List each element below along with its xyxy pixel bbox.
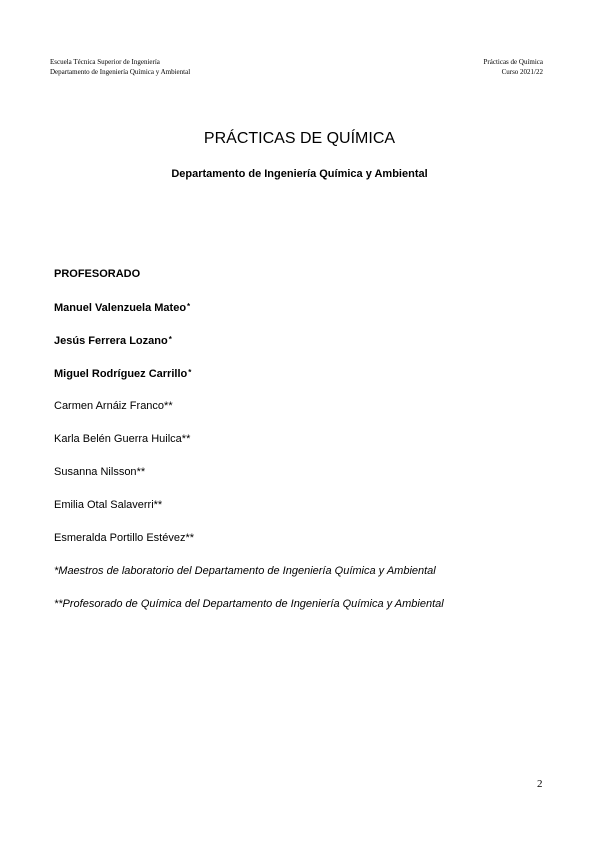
staff-marker: * — [187, 302, 191, 311]
staff-member — [54, 431, 554, 447]
staff-member — [54, 497, 554, 513]
staff-marker: ** — [136, 466, 146, 478]
staff-name: Karla Belén Guerra Huilca — [54, 433, 182, 445]
header-course-year: Curso 2021/22 — [501, 68, 543, 76]
header-course-title: Prácticas de Química — [483, 58, 543, 66]
staff-name: Esmeralda Portillo Estévez — [54, 532, 186, 544]
section-heading: PROFESORADO — [54, 268, 141, 280]
staff-name: Emilia Otal Salaverri — [54, 499, 154, 511]
staff-name: Carmen Arnáiz Franco — [54, 400, 165, 412]
staff-name: Miguel Rodríguez Carrillo — [54, 368, 188, 380]
staff-marker: ** — [153, 499, 163, 511]
staff-marker: ** — [185, 532, 195, 544]
staff-member — [54, 464, 554, 480]
document-subtitle: Departamento de Ingeniería Química y Ambiental — [171, 168, 428, 180]
page-number: 2 — [537, 778, 543, 790]
staff-list — [54, 299, 554, 546]
staff-name: Manuel Valenzuela Mateo — [54, 302, 187, 314]
staff-member — [54, 332, 554, 348]
staff-name: Jesús Ferrera Lozano — [54, 335, 168, 347]
staff-member — [54, 398, 554, 414]
staff-marker: * — [168, 335, 172, 344]
staff-member — [54, 299, 554, 315]
staff-marker: ** — [164, 400, 173, 412]
staff-name: Susanna Nilsson — [54, 466, 137, 478]
header-left — [50, 57, 190, 77]
header-school: Escuela Técnica Superior de Ingeniería — [50, 58, 160, 66]
header-right — [484, 57, 543, 77]
staff-marker: * — [188, 368, 192, 377]
footnote-lab-teachers: *Maestros de laboratorio del Departamento de Ingeniería Química y Ambiental — [54, 565, 436, 577]
staff-member — [54, 365, 554, 381]
document-title: PRÁCTICAS DE QUÍMICA — [203, 130, 396, 147]
staff-section — [54, 266, 554, 629]
footnote-chemistry-teachers: **Profesorado de Química del Departamento de Ingeniería Química y Ambiental — [54, 598, 444, 610]
staff-marker: ** — [181, 433, 191, 445]
staff-member — [54, 530, 554, 546]
header-department: Departamento de Ingeniería Química y Ambiental — [50, 68, 191, 76]
